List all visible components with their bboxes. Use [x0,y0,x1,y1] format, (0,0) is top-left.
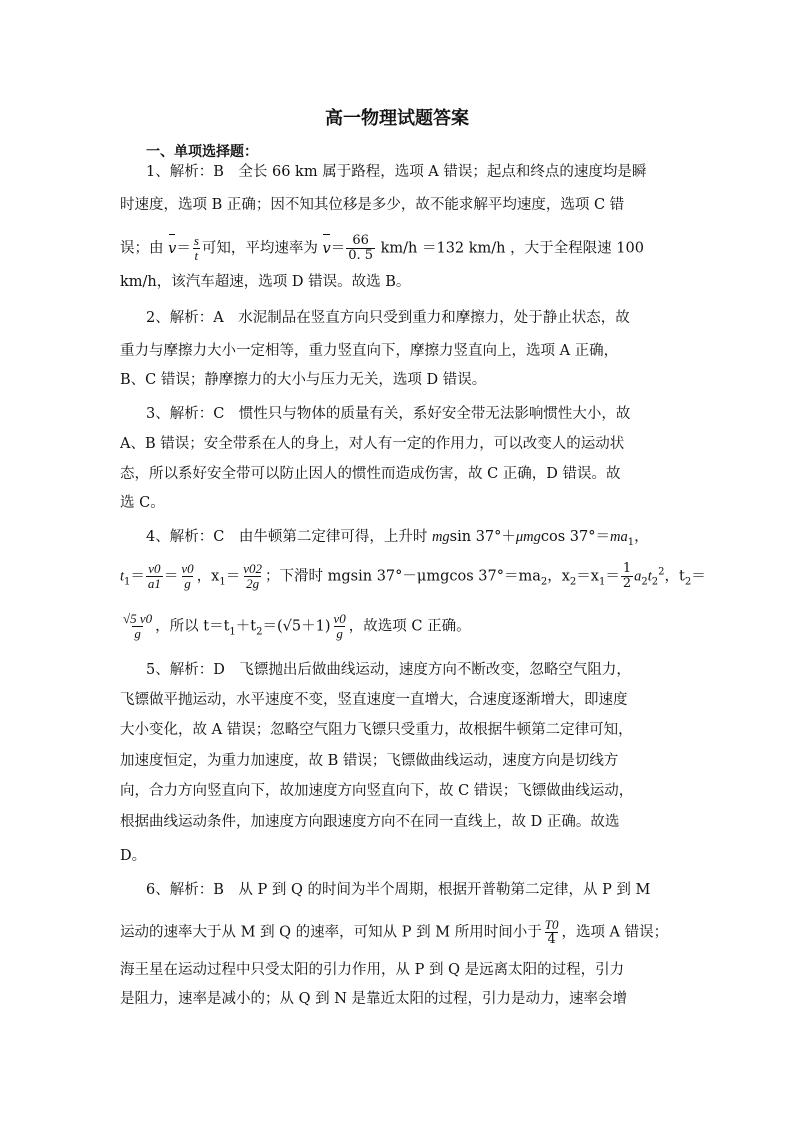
frac-den: g [336,626,343,641]
q3-line-2: A、B 错误；安全带系在人的身上，对人有一定的作用力，可以改变人的运动状 [120,436,625,452]
q4-text: ＋t [235,618,257,635]
q4-sub: 2 [684,576,692,588]
frac-den: a1 [147,576,161,591]
fraction-1-2 [621,562,633,591]
frac-num: √5 v0 [123,611,153,626]
q4-math: ma [610,529,628,545]
q4-text: ，故选项 C 正确。 [348,618,471,635]
frac-den: g [134,626,141,641]
q1-text: km/h ＝132 km/h ，大于全程限速 100 [380,240,644,257]
q4-sub: 1 [229,626,236,638]
q4-sub: 1 [219,576,226,588]
q1-line-1: 1、解析：B 全长 66 km 属于路程，选项 A 错误；起点和终点的速度均是瞬 [146,164,647,180]
page-title: 高一物理试题答案 [325,108,469,129]
q4-sup: 2 [658,566,665,578]
q4-line-1 [146,527,680,553]
frac-num: v0 [333,611,346,626]
q4-text: sin 37°＋ [449,529,516,545]
q1-line-3 [120,234,680,263]
q4-text: ＝ [163,568,179,585]
q4-text: ＝(√5＋1) [262,618,331,635]
section-heading: 一、单项选择题： [146,144,258,160]
q6-line-1: 6、解析：B 从 P 到 Q 的时间为半个周期，根据开普勒第二定律，从 P 到 M [146,882,651,898]
q2-line-3: B、C 错误；静摩擦力的大小与压力无关，选项 D 错误。 [120,372,487,388]
q4-text: ＝x [576,568,599,585]
q4-text: ，x [547,568,570,585]
q4-math: t [647,568,652,585]
fraction-sqrt5-v0-g [121,612,154,641]
frac-den: 4 [547,932,556,947]
q6-line-3: 海王星在运动过程中只受太阳的引力作用，从 P 到 Q 是远离太阳的过程，引力 [120,962,625,978]
frac-num: v0 [148,561,161,576]
frac-num: 1 [622,561,632,576]
q3-line-3: 态，所以系好安全带可以防止因人的惯性而造成伤害，故 C 正确，D 错误。故 [120,466,621,482]
q4-text: ＝ [225,568,241,585]
q4-text: ， [634,529,649,545]
fraction-v02-2g [241,562,264,591]
q5-line-7: D。 [120,848,147,864]
q4-text: ，t [664,568,685,585]
q5-line-5: 向，合力方向竖直向下，故加速度方向竖直向下，故 C 错误；飞镖做曲线运动， [120,783,634,799]
q6-text: 运动的速率大于从 M 到 Q 的速率，可知从 P 到 M 所用时间小于 [120,924,542,941]
fraction-66-over-0.5 [346,234,375,263]
frac-den: 2g [246,576,260,591]
q4-sub: 1 [598,576,606,588]
q1-line-2: 时速度，选项 B 正确；因不知其位移是多少，故不能求解平均速度，选项 C 错 [120,197,625,213]
avg-v-symbol: v [168,240,177,257]
fraction-v0-a1 [146,562,163,591]
q4-text: ＝ [605,568,620,585]
q4-sub: 1 [627,536,635,548]
q4-text: ＝ [130,568,145,585]
q5-line-2: 飞镖做平抛运动，水平速度不变，竖直速度一直增大，合速度逐渐增大，即速度 [120,692,628,708]
frac-num: v02 [243,561,263,576]
fraction-v0-g [332,612,348,641]
frac-num: v0 [181,561,194,576]
q4-math: μmg [515,529,541,545]
avg-v-symbol: v [322,240,331,257]
q5-line-6: 根据曲线运动条件，加速度方向跟速度方向不在同一直线上，故 D 正确。故选 [120,814,620,830]
q4-sub: 2 [256,626,263,638]
q4-text: ，所以 t＝t [155,618,230,635]
frac-den: 2 [622,576,632,591]
fraction-T0-4 [543,918,561,947]
q4-sub: 2 [569,576,577,588]
q4-sub: 2 [540,576,548,588]
fraction-s-t [192,234,201,263]
q5-line-4: 加速度恒定，为重力加速度，故 B 错误；飞镖做曲线运动，速度方向是切线方 [120,753,619,769]
q4-line-3 [120,612,680,642]
frac-num: s [193,233,199,248]
q5-line-3: 大小变化，故 A 错误；忽略空气阻力飞镖只受重力，故根据牛顿第二定律可知， [120,722,633,738]
q1-text: 误；由 [120,240,164,257]
fraction-v0-g [179,562,195,591]
equals: ＝ [176,240,191,257]
frac-den: t [194,248,199,263]
q2-line-2: 重力与摩擦力大小一定相等，重力竖直向下，摩擦力竖直向上，选项 A 正确， [120,343,619,359]
frac-den: g [184,576,191,591]
q3-line-4: 选 C。 [120,495,165,511]
q3-line-1: 3、解析：C 惯性只与物体的质量有关，系好安全带无法影响惯性大小，故 [146,406,631,422]
q6-text: ，选项 A 错误； [561,924,669,941]
q4-text: ；下滑时 mgsin 37°－μmgcos 37°＝ma [265,568,541,585]
frac-num: 66 [352,233,369,248]
frac-num: T0 [544,917,559,932]
q4-text: ＝ [691,568,706,585]
q4-text: 4、解析：C 由牛顿第二定律可得，上升时 [146,529,432,545]
q4-text: ，x [196,568,220,585]
q1-line-4: km/h，该汽车超速，选项 D 错误。故选 B。 [120,274,411,290]
q1-text: 可知，平均速率为 [201,240,318,257]
q4-text: cos 37°＝ [540,529,611,545]
q6-line-4: 是阻力，速率是减小的；从 Q 到 N 是靠近太阳的过程，引力是动力，速率会增 [120,991,628,1007]
q4-math: mg [431,529,450,545]
q5-line-1: 5、解析：D 飞镖抛出后做曲线运动，速度方向不断改变，忽略空气阻力， [146,662,631,678]
q4-math: a [634,568,642,585]
q4-sub: 2 [651,576,659,588]
q4-sub: 1 [124,576,131,588]
q2-line-1: 2、解析：A 水泥制品在竖直方向只受到重力和摩擦力，处于静止状态，故 [146,310,630,326]
q6-line-2 [120,918,680,947]
frac-den: 0. 5 [348,248,373,263]
q4-math: t [120,568,125,585]
q4-line-2 [120,561,706,592]
equals: ＝ [330,240,346,257]
q4-sub: 2 [641,576,648,588]
